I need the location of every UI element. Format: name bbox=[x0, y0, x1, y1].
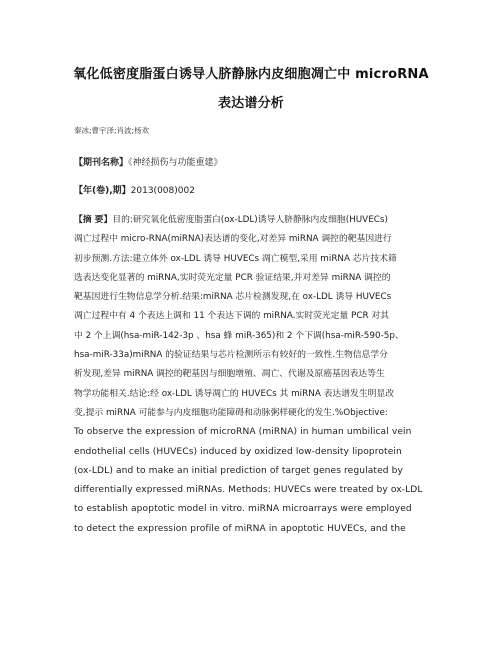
abstract-en-line: differentially expressed miRNAs. Methods: HUVECs were treated by ox-LDL bbox=[74, 485, 423, 496]
abstract-en-line: to detect the expression profile of miRNA in apoptotic HUVECs, and the bbox=[74, 523, 406, 534]
abstract-line: 变,提示 miRNA 可能参与内皮细胞功能障碍和动脉粥样硬化的发生.%Objective: bbox=[74, 407, 388, 418]
paper-title-line-1: 氧化低密度脂蛋白诱导人脐静脉内皮细胞凋亡中 microRNA bbox=[73, 67, 429, 82]
abstract-en-line: endothelial cells (HUVECs) induced by oxidized low-density lipoprotein bbox=[74, 446, 402, 457]
abstract-label: 【摘 要】 bbox=[74, 215, 113, 225]
abstract-line: 初步预测.方法:建立体外 ox-LDL 诱导 HUVECs 凋亡模型,采用 miRNA 芯片技术筛 bbox=[74, 253, 397, 264]
abstract-line: 选表达变化显著的 miRNA,实时荧光定量 PCR 验证结果,并对差异 miRNA 调控的 bbox=[74, 272, 391, 283]
paper-title-line-2: 表达谱分析 bbox=[217, 96, 284, 111]
abstract-en-line: (ox-LDL) and to make an initial prediction of target genes regulated by bbox=[74, 465, 403, 476]
abstract-line: 物学功能相关.结论:经 ox-LDL 诱导凋亡的 HUVECs 其 miRNA 表达谱发生明显改 bbox=[74, 388, 395, 399]
abstract-line: 靶基因进行生物信息学分析.结果:miRNA 芯片检测发现,在 ox-LDL 诱导 HUVECs bbox=[74, 292, 392, 303]
abstract-en-line: To observe the expression of microRNA (miRNA) in human umbilical vein bbox=[74, 427, 412, 438]
abstract-text: 目的:研究氧化低密度脂蛋白(ox-LDL)诱导人脐静脉内皮细胞(HUVECs) bbox=[112, 215, 388, 225]
journal-label: 【期刊名称】 bbox=[74, 158, 129, 168]
journal-name: 《神经损伤与功能重建》 bbox=[128, 158, 223, 168]
abstract-line: 凋亡过程中 micro-RNA(miRNA)表达谱的变化,对差异 miRNA 调控的靶基因进行 bbox=[74, 234, 392, 245]
volume-value: 2013(008)002 bbox=[130, 186, 195, 196]
abstract-line bbox=[74, 211, 454, 230]
abstract-line: 凋亡过程中有 4 个表达上调和 11 个表达下调的 miRNA.实时荧光定量 PCR 对其 bbox=[74, 311, 390, 322]
abstract-line: 中 2 个上调(hsa-miR-142-3p 、hsa 蜂 miR-365)和 2 个下调(hsa-miR-590-5p、 bbox=[74, 330, 404, 341]
authors: 秦冰;曹宇泽;肖波;杨欢 bbox=[74, 126, 150, 135]
abstract bbox=[74, 211, 454, 539]
abstract-en-line: to establish apoptotic model in vitro. miRNA microarrays were employed bbox=[74, 504, 412, 515]
volume-row bbox=[74, 183, 195, 196]
journal-row bbox=[74, 155, 223, 168]
abstract-line: hsa-miR-33a)miRNA 的验证结果与芯片检测所示有较好的一致性.生物信息学分 bbox=[74, 350, 388, 361]
abstract-line: 析发现,差异 miRNA 调控的靶基因与细胞增殖、凋亡、代谢及原癌基因表达等生 bbox=[74, 369, 385, 380]
volume-label: 【年(卷),期】 bbox=[74, 186, 131, 196]
